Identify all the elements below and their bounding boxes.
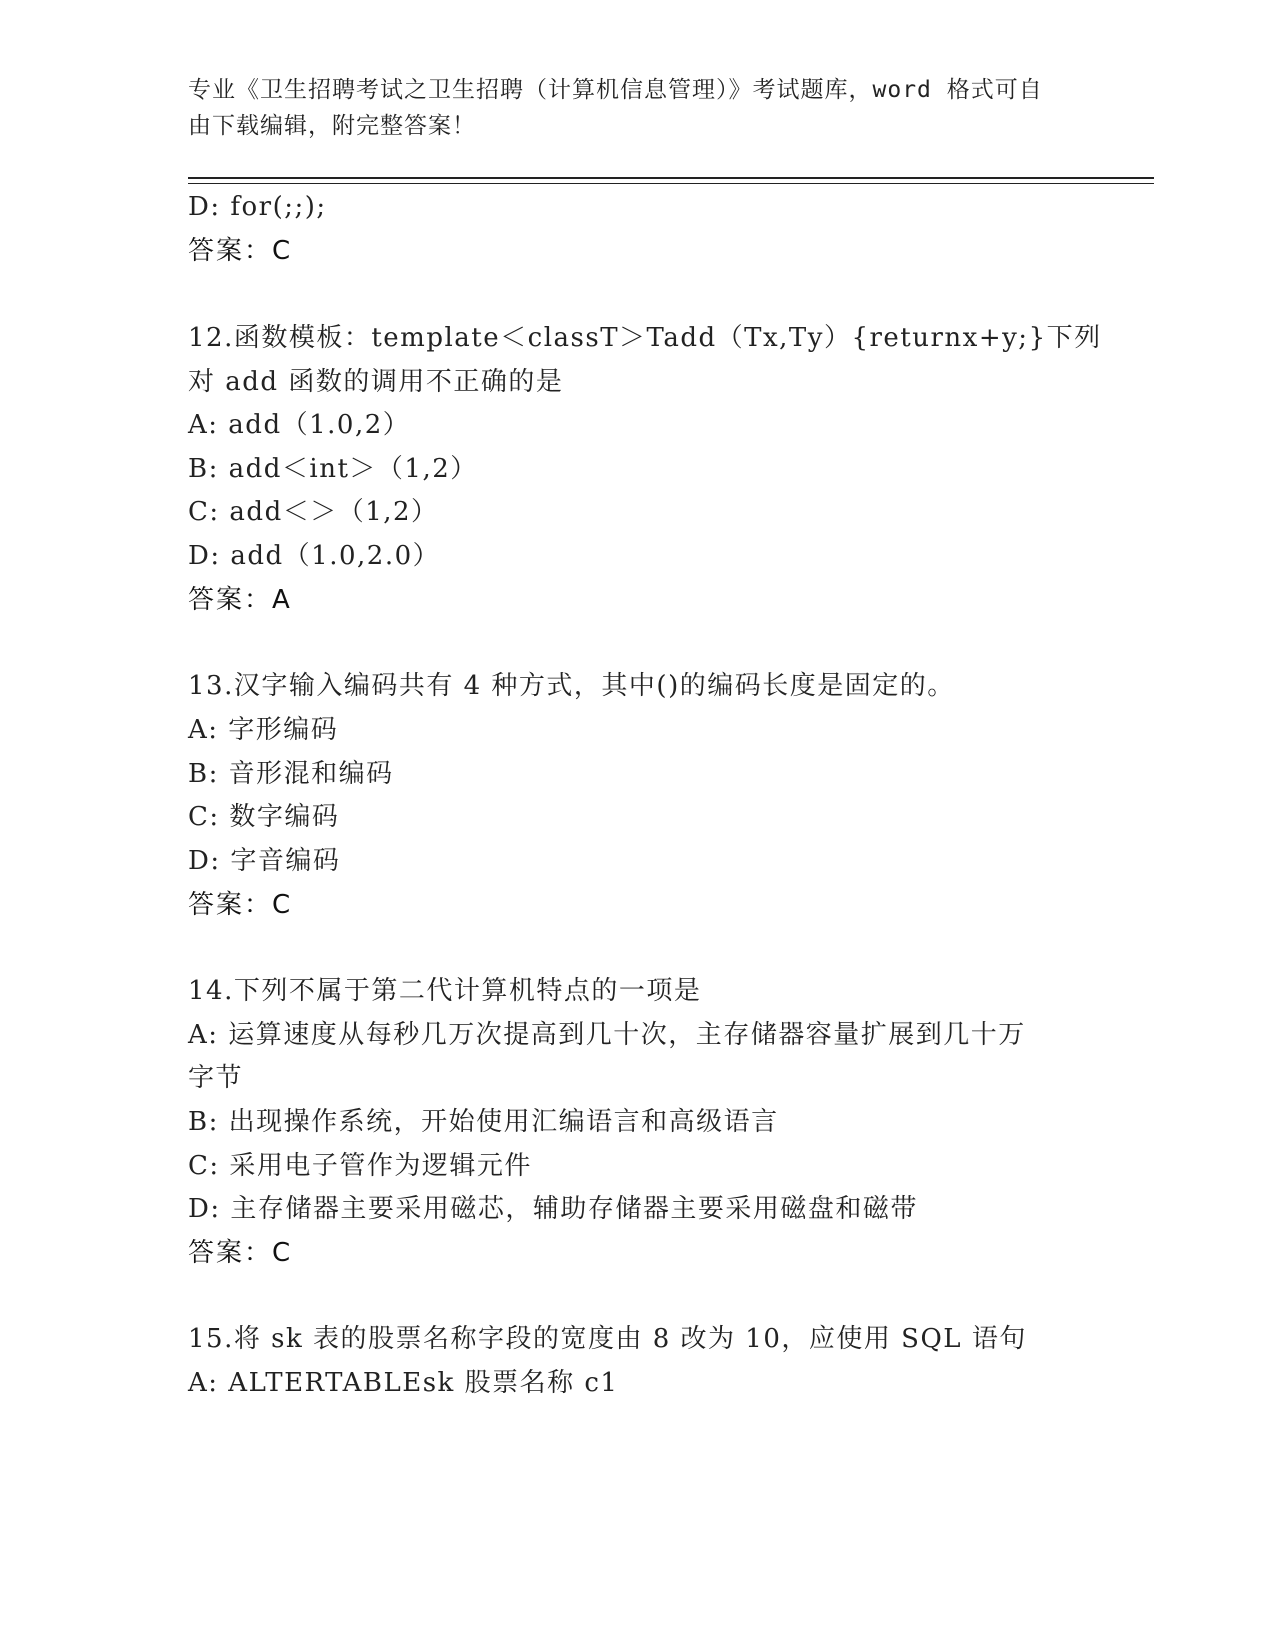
header-line-1: 专业《卫生招聘考试之卫生招聘（计算机信息管理）》考试题库，word 格式可自 — [188, 77, 1043, 103]
q12-option-a: A: add（1.0,2） — [188, 410, 411, 440]
q14-stem: 14.下列不属于第二代计算机特点的一项是 — [188, 976, 702, 1006]
q14-option-b: B: 出现操作系统，开始使用汇编语言和高级语言 — [188, 1107, 779, 1137]
q14-option-c: C: 采用电子管作为逻辑元件 — [188, 1151, 532, 1181]
q12-stem-line-1: 12.函数模板：template＜classT＞Tadd（Tx,Ty）{returnx+y;}下列 — [188, 323, 1102, 353]
q12-stem-line-2: 对 add 函数的调用不正确的是 — [188, 367, 564, 397]
q13-answer: 答案：C — [188, 890, 293, 920]
header-line-2: 由下载编辑，附完整答案！ — [188, 113, 476, 139]
q15-option-a: A: ALTERTABLEsk 股票名称 c1 — [188, 1368, 619, 1398]
q13-option-d: D: 字音编码 — [188, 846, 341, 876]
q15-stem: 15.将 sk 表的股票名称字段的宽度由 8 改为 10，应使用 SQL 语句 — [188, 1324, 1027, 1354]
q12-answer: 答案：A — [188, 585, 292, 615]
q13-stem: 13.汉字输入编码共有 4 种方式，其中()的编码长度是固定的。 — [188, 671, 955, 701]
document-header — [188, 72, 1068, 144]
q12-option-b: B: add＜int＞（1,2） — [188, 454, 478, 484]
q14-option-a-line-2: 字节 — [188, 1063, 244, 1093]
q13-option-b: B: 音形混和编码 — [188, 759, 394, 789]
q14-answer: 答案：C — [188, 1238, 293, 1268]
prev-answer: 答案：C — [188, 236, 293, 266]
header-rule-thick — [188, 177, 1154, 179]
q13-option-c: C: 数字编码 — [188, 802, 340, 832]
q13-option-a: A: 字形编码 — [188, 715, 339, 745]
prev-option-d: D: for(;;); — [188, 192, 327, 222]
q14-option-d: D: 主存储器主要采用磁芯，辅助存储器主要采用磁盘和磁带 — [188, 1194, 918, 1224]
q12-option-d: D: add（1.0,2.0） — [188, 541, 441, 571]
header-rule-thin — [188, 183, 1154, 184]
q12-option-c: C: add＜＞（1,2） — [188, 497, 439, 527]
q14-option-a-line-1: A: 运算速度从每秒几万次提高到几十次，主存储器容量扩展到几十万 — [188, 1020, 1026, 1050]
